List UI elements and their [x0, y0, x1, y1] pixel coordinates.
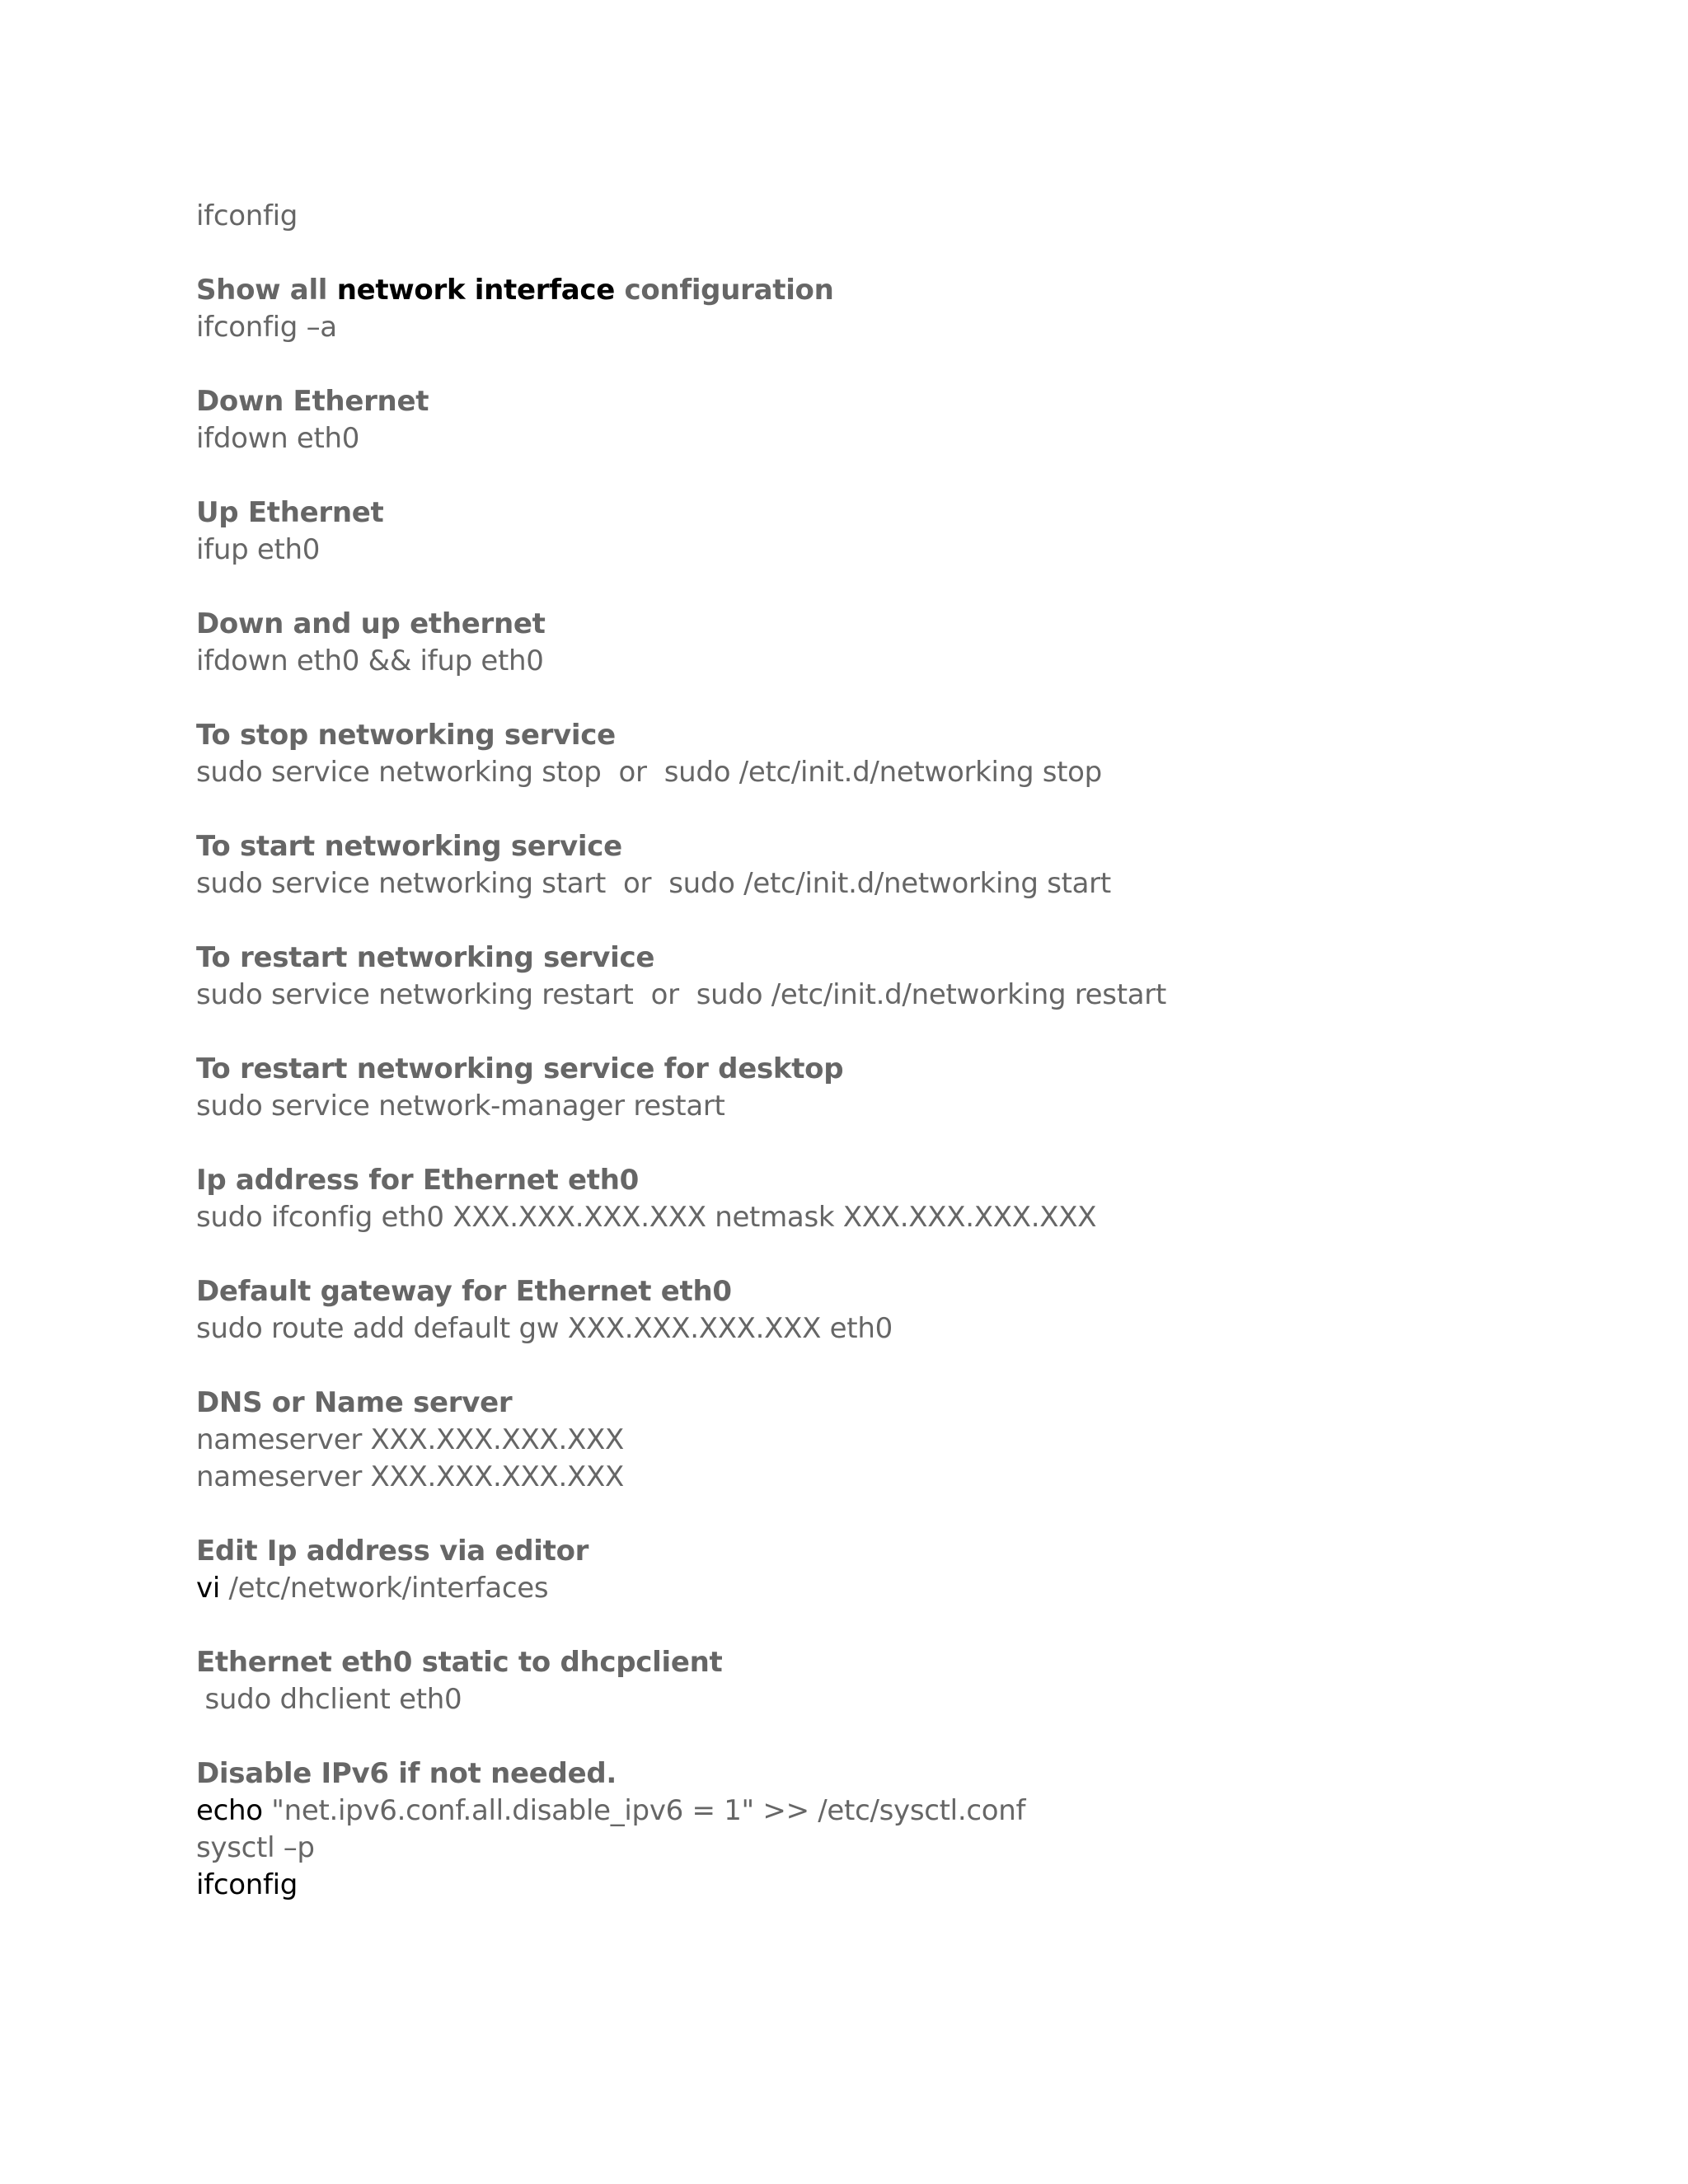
spacer — [196, 1718, 1597, 1755]
spacer — [196, 1236, 1597, 1273]
heading-show-all-post: configuration — [614, 274, 834, 307]
command-echo-word: echo — [196, 1794, 263, 1827]
command-ifdown: ifdown eth0 — [196, 422, 360, 455]
heading-stop-networking: To stop networking service — [196, 719, 616, 752]
heading-show-all — [196, 272, 1597, 309]
spacer — [196, 1014, 1597, 1051]
spacer — [196, 680, 1597, 717]
heading-ip-address: Ip address for Ethernet eth0 — [196, 1164, 639, 1197]
heading-restart-networking: To restart networking service — [196, 941, 655, 974]
spacer — [196, 235, 1597, 272]
spacer — [196, 1607, 1597, 1644]
command-start-networking: sudo service networking start or sudo /etc/init.d/networking start — [196, 867, 1111, 900]
heading-down-ethernet: Down Ethernet — [196, 385, 429, 418]
command-vi-interfaces — [196, 1570, 1597, 1607]
spacer — [196, 902, 1597, 940]
heading-default-gateway: Default gateway for Ethernet eth0 — [196, 1275, 732, 1308]
command-nameserver-1: nameserver XXX.XXX.XXX.XXX — [196, 1423, 624, 1456]
command-dhclient: sudo dhclient eth0 — [196, 1683, 462, 1716]
spacer — [196, 1125, 1597, 1162]
command-route-add: sudo route add default gw XXX.XXX.XXX.XXX eth0 — [196, 1312, 893, 1345]
command-vi-path: /etc/network/interfaces — [219, 1572, 549, 1605]
spacer — [196, 457, 1597, 494]
command-restart-network-manager: sudo service network-manager restart — [196, 1090, 725, 1122]
heading-edit-ip: Edit Ip address via editor — [196, 1535, 589, 1568]
spacer — [196, 1496, 1597, 1533]
command-ifconfig: ifconfig — [196, 199, 298, 232]
command-ifdown-ifup: ifdown eth0 && ifup eth0 — [196, 644, 544, 677]
command-ifconfig-final: ifconfig — [196, 1868, 298, 1901]
spacer — [196, 791, 1597, 828]
command-ifconfig-netmask: sudo ifconfig eth0 XXX.XXX.XXX.XXX netmask XXX.XXX.XXX.XXX — [196, 1201, 1097, 1234]
heading-dns: DNS or Name server — [196, 1386, 513, 1419]
command-nameserver-2: nameserver XXX.XXX.XXX.XXX — [196, 1460, 624, 1493]
command-echo-sysctl — [196, 1793, 1597, 1830]
command-stop-networking: sudo service networking stop or sudo /etc/init.d/networking stop — [196, 756, 1102, 789]
heading-restart-desktop: To restart networking service for desktop — [196, 1052, 844, 1085]
document-page — [196, 198, 1597, 1904]
heading-dhcp: Ethernet eth0 static to dhcpclient — [196, 1646, 723, 1679]
command-restart-networking: sudo service networking restart or sudo /etc/init.d/networking restart — [196, 978, 1166, 1011]
command-vi-word: vi — [196, 1572, 220, 1605]
spacer — [196, 346, 1597, 383]
command-ifup: ifup eth0 — [196, 533, 321, 566]
heading-down-and-up: Down and up ethernet — [196, 607, 546, 640]
heading-up-ethernet: Up Ethernet — [196, 496, 384, 529]
heading-disable-ipv6: Disable IPv6 if not needed. — [196, 1757, 617, 1790]
heading-start-networking: To start networking service — [196, 830, 622, 863]
heading-show-all-pre: Show all — [196, 274, 337, 307]
command-sysctl-p: sysctl –p — [196, 1831, 315, 1864]
spacer — [196, 569, 1597, 606]
spacer — [196, 1347, 1597, 1385]
command-ifconfig-a: ifconfig –a — [196, 311, 337, 344]
heading-show-all-strong: network interface — [336, 274, 615, 307]
command-echo-rest: "net.ipv6.conf.all.disable_ipv6 = 1" >> /etc/sysctl.conf — [262, 1794, 1026, 1827]
